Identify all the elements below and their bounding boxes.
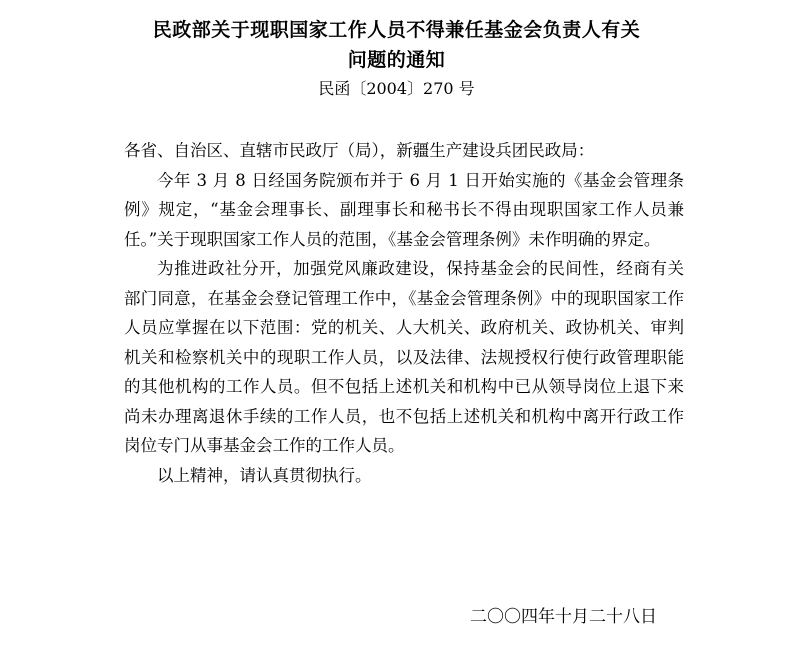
document-title-line-2: 问题的通知 — [347, 49, 446, 71]
salutation: 各省、自治区、直辖市民政厅（局），新疆生产建设兵团民政局： — [124, 141, 595, 160]
document-date: 二〇〇四年十月二十八日 — [470, 607, 657, 627]
document-title-line-1: 民政部关于现职国家工作人员不得兼任基金会负责人有关 — [152, 19, 641, 41]
document-body — [124, 136, 684, 490]
paragraph-implementation: 今年 3 月 8 日经国务院颁布并于 6 月 1 日开始实施的《基金会管理条例》规定，“基金会理事长、副理事长和秘书长不得由现职国家工作人员兼任。”关于现职国家工作人员的范围，《基金会管理条例》未作明确的界定。 — [124, 170, 684, 249]
paragraph-closing: 以上精神，请认真贯彻执行。 — [157, 465, 372, 485]
paragraph-scope: 为推进政社分开，加强党风廉政建设，保持基金会的民间性，经商有关部门同意，在基金会登记管理工作中，《基金会管理条例》中的现职国家工作人员应掌握在以下范围：党的机关、人大机关、政府机关、政协机关、审判机关和检察机关中的现职工作人员，以及法律、法规授权行使行政管理职能的其他机构的工作人员。但不包括上述机关和机构中已从领导岗位上退下来尚未办理离退休手续的工作人员，也不包括上述机关和机构中离开行政工作岗位专门从事基金会工作的工作人员。 — [124, 259, 684, 455]
document-number: 民函〔2004〕270 号 — [318, 79, 475, 98]
